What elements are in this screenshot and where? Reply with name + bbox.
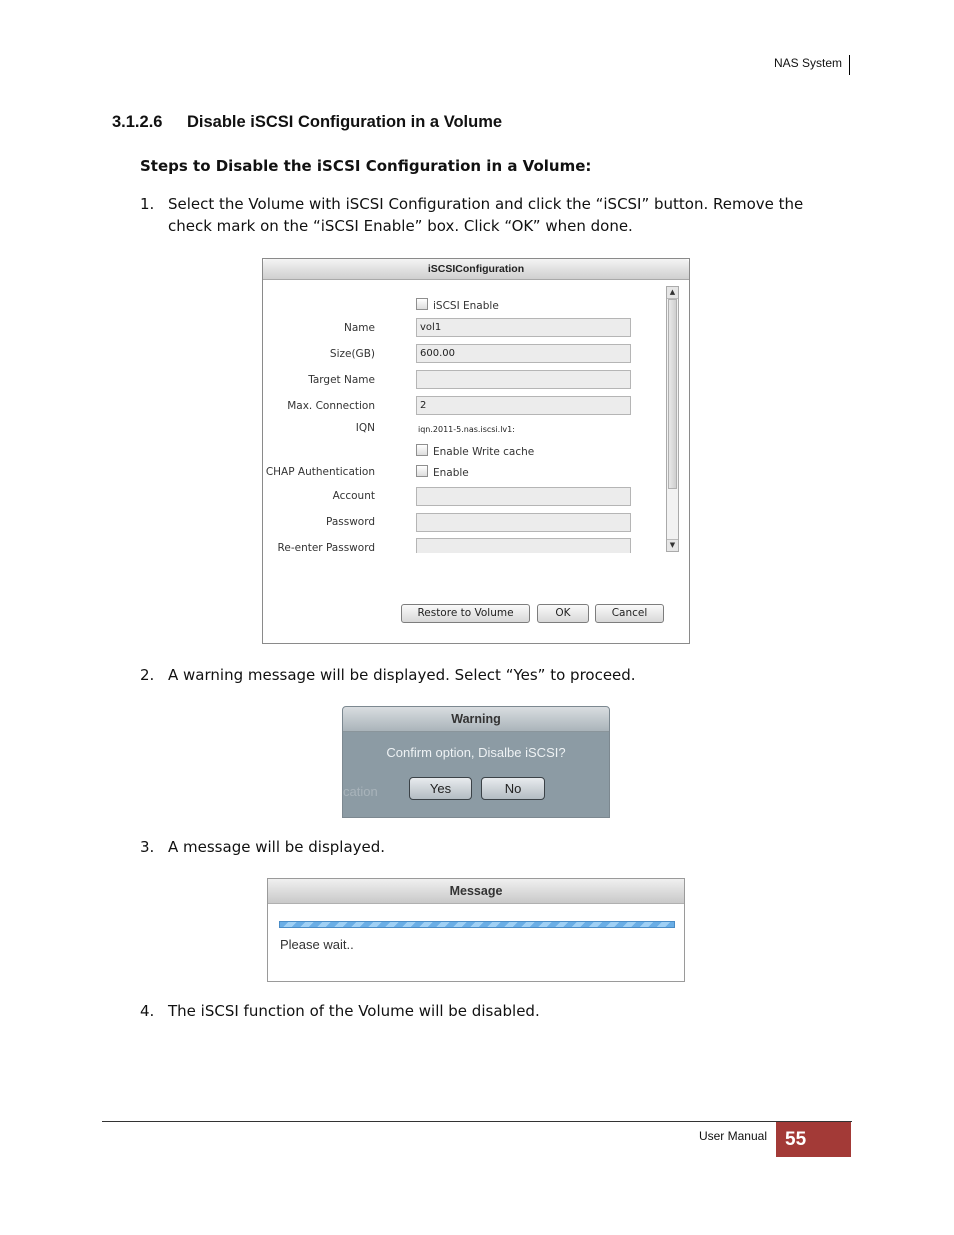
password-label: Password (325, 516, 375, 528)
target-name-label: Target Name (308, 374, 375, 386)
size-field[interactable]: 600.00 (416, 344, 631, 363)
account-label: Account (332, 490, 375, 502)
chap-label: CHAP Authentication (265, 466, 375, 478)
max-connection-label: Max. Connection (287, 400, 375, 412)
step-number: 4. (140, 1002, 155, 1020)
dialog-title: Message (268, 879, 684, 904)
no-button[interactable]: No (481, 777, 545, 800)
iscsi-enable-checkbox[interactable]: iSCSI Enable (416, 298, 499, 312)
iqn-value: iqn.2011-5.nas.iscsi.lv1: (418, 425, 515, 434)
running-header: NAS System (773, 56, 842, 70)
section-number: 3.1.2.6 (112, 113, 163, 131)
yes-button[interactable]: Yes (409, 777, 472, 800)
step-item (140, 1000, 850, 1022)
progress-bar (279, 921, 675, 928)
iqn-label: IQN (355, 422, 375, 434)
section-heading (112, 113, 502, 132)
scroll-up-icon[interactable]: ▲ (667, 287, 678, 299)
warning-dialog (342, 706, 610, 818)
restore-to-volume-button[interactable]: Restore to Volume (401, 604, 530, 623)
step-text: A warning message will be displayed. Select “Yes” to proceed. (168, 666, 636, 684)
chap-enable-checkbox[interactable]: Enable (416, 465, 469, 479)
checkbox-box-icon (416, 298, 428, 310)
iscsi-configuration-dialog (262, 258, 690, 644)
message-dialog (267, 878, 685, 982)
footer-label: User Manual (698, 1129, 767, 1143)
cancel-button[interactable]: Cancel (595, 604, 664, 623)
max-connection-field[interactable]: 2 (416, 396, 631, 415)
size-label: Size(GB) (329, 348, 375, 360)
checkbox-box-icon (416, 444, 428, 456)
target-name-field[interactable] (416, 370, 631, 389)
step-number: 1. (140, 195, 155, 213)
header-divider (849, 55, 850, 75)
name-field[interactable]: vol1 (416, 318, 631, 337)
steps-heading: Steps to Disable the iSCSI Configuration in a Volume: (140, 157, 592, 175)
checkbox-box-icon (416, 465, 428, 477)
scroll-thumb[interactable] (668, 299, 677, 489)
account-field[interactable] (416, 487, 631, 506)
step-item (140, 193, 850, 237)
step-text: The iSCSI function of the Volume will be disabled. (168, 1002, 540, 1020)
dialog-form (263, 280, 663, 553)
step-number: 2. (140, 666, 155, 684)
write-cache-checkbox[interactable]: Enable Write cache (416, 444, 534, 458)
dialog-title: iSCSIConfiguration (263, 259, 689, 280)
ok-button[interactable]: OK (537, 604, 589, 623)
step-item (140, 836, 850, 858)
background-text: cation (343, 784, 378, 799)
scroll-down-icon[interactable]: ▼ (667, 539, 678, 551)
dialog-title: Warning (343, 707, 609, 732)
form-scrollbar[interactable] (666, 286, 679, 552)
name-label: Name (344, 322, 375, 334)
page-number: 55 (776, 1122, 851, 1157)
wait-text: Please wait.. (280, 937, 354, 952)
step-number: 3. (140, 838, 155, 856)
step-item (140, 664, 850, 686)
section-title: Disable iSCSI Configuration in a Volume (187, 113, 503, 131)
reenter-password-field[interactable] (416, 538, 631, 553)
step-text: A message will be displayed. (168, 838, 386, 856)
footer-divider (102, 1121, 852, 1122)
step-text: Select the Volume with iSCSI Configuration and click the “iSCSI” button. Remove the check mark on the “iSCSI Enable” box. Click “OK” when done. (168, 195, 804, 235)
warning-message: Confirm option, Disalbe iSCSI? (386, 745, 566, 760)
password-field[interactable] (416, 513, 631, 532)
reenter-password-label: Re-enter Password (277, 542, 375, 553)
